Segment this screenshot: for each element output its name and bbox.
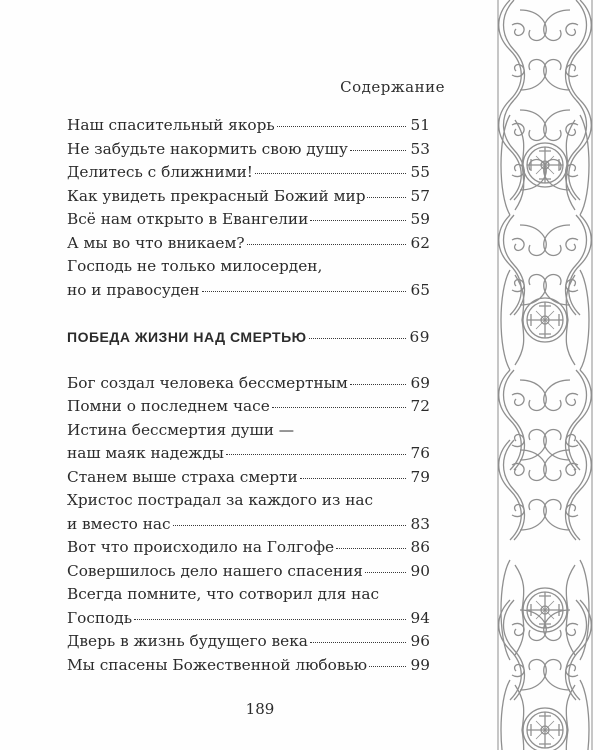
toc-entry[interactable]: [67, 419, 430, 466]
toc-entry-title: Делитесь с ближними!: [67, 163, 253, 181]
dot-leader: [226, 453, 406, 455]
toc-entry-title: Дверь в жизнь будущего века: [67, 632, 308, 650]
dot-leader: [367, 196, 406, 198]
section-title: ПОБЕДА ЖИЗНИ НАД СМЕРТЬЮ: [67, 329, 307, 345]
toc-entry-title-line: Истина бессмертия души —: [67, 420, 295, 439]
toc-entry-page: 96: [410, 632, 430, 650]
toc-entry-page: 90: [410, 561, 430, 580]
toc-entry-page: 69: [410, 373, 430, 392]
toc-entry[interactable]: [67, 161, 430, 185]
toc-entry[interactable]: [67, 395, 430, 419]
toc-entry-page: 83: [410, 514, 430, 533]
dot-leader: [369, 665, 406, 667]
toc-entry-title: Станем выше страха смерти: [67, 467, 298, 486]
toc-entry[interactable]: [67, 489, 430, 536]
dot-leader: [350, 383, 406, 385]
toc-entry-page: 55: [410, 163, 430, 181]
toc-entry-title: Совершилось дело нашего спасения: [67, 561, 363, 580]
toc-entry-title: Мы спасены Божественной любовью: [67, 655, 368, 674]
toc-entry-title: Наш спасительный якорь: [67, 116, 275, 134]
toc-entry[interactable]: [67, 630, 430, 654]
page-number: 189: [245, 700, 275, 718]
toc-section-heading[interactable]: [67, 326, 430, 350]
celtic-knot-border-icon: [490, 0, 600, 750]
dot-leader: [134, 618, 406, 620]
dot-leader: [247, 243, 406, 245]
toc-entry-title: наш маяк надежды: [67, 444, 224, 462]
toc-entry-title: Всё нам открыто в Евангелии: [67, 210, 309, 228]
dot-leader: [272, 406, 406, 408]
dot-leader: [310, 641, 406, 643]
table-of-contents: [67, 114, 430, 677]
toc-entry[interactable]: [67, 466, 430, 490]
toc-entry[interactable]: [67, 536, 430, 560]
section-page: 69: [409, 328, 430, 346]
toc-entry-page: 51: [410, 116, 430, 134]
toc-entry-page: 72: [410, 397, 430, 415]
toc-entry-page: 62: [410, 233, 430, 252]
toc-entry-title-line: Господь не только милосерден,: [67, 257, 323, 275]
dot-leader: [350, 149, 406, 151]
dot-leader: [310, 219, 406, 221]
toc-entry-page: 59: [410, 210, 430, 228]
toc-entry-title: Вот что происходило на Голгофе: [67, 538, 335, 556]
toc-entry-page: 86: [410, 538, 430, 556]
toc-entry[interactable]: [67, 372, 430, 396]
toc-entry[interactable]: [67, 255, 430, 302]
dot-leader: [365, 571, 406, 573]
toc-entry-title: Не забудьте накормить свою душу: [67, 139, 348, 158]
dot-leader: [202, 290, 407, 292]
dot-leader: [309, 337, 406, 339]
toc-entry[interactable]: [67, 232, 430, 256]
toc-entry-title-line: Христос пострадал за каждого из нас: [67, 491, 374, 509]
toc-entry[interactable]: [67, 583, 430, 630]
toc-entry-page: 57: [410, 186, 430, 205]
toc-entry[interactable]: [67, 138, 430, 162]
toc-entry-page: 76: [410, 444, 430, 462]
toc-entry-title-line: Всегда помните, что сотворил для нас: [67, 585, 380, 603]
toc-entry-title: Как увидеть прекрасный Божий мир: [67, 186, 366, 205]
toc-entry-page: 99: [410, 655, 430, 674]
toc-entry[interactable]: [67, 208, 430, 232]
dot-leader: [277, 125, 406, 127]
toc-entry-title: А мы во что вникаем?: [67, 233, 245, 252]
toc-entry-title: Бог создал человека бессмертным: [67, 373, 348, 392]
toc-entry[interactable]: [67, 654, 430, 678]
toc-entry[interactable]: [67, 560, 430, 584]
toc-entry-page: 79: [410, 467, 430, 486]
toc-entry-title: Помни о последнем часе: [67, 397, 270, 415]
running-head: Содержание: [340, 78, 445, 96]
toc-entry-page: 65: [410, 280, 430, 299]
toc-entry[interactable]: [67, 185, 430, 209]
toc-entry-title: но и правосуден: [67, 280, 200, 299]
dot-leader: [173, 524, 406, 526]
dot-leader: [255, 172, 406, 174]
dot-leader: [300, 477, 406, 479]
toc-entry-page: 94: [410, 608, 430, 627]
toc-entry-page: 53: [410, 139, 430, 158]
toc-entry-title: и вместо нас: [67, 514, 171, 533]
toc-entry-title: Господь: [67, 608, 133, 627]
toc-entry[interactable]: [67, 114, 430, 138]
dot-leader: [336, 547, 406, 549]
